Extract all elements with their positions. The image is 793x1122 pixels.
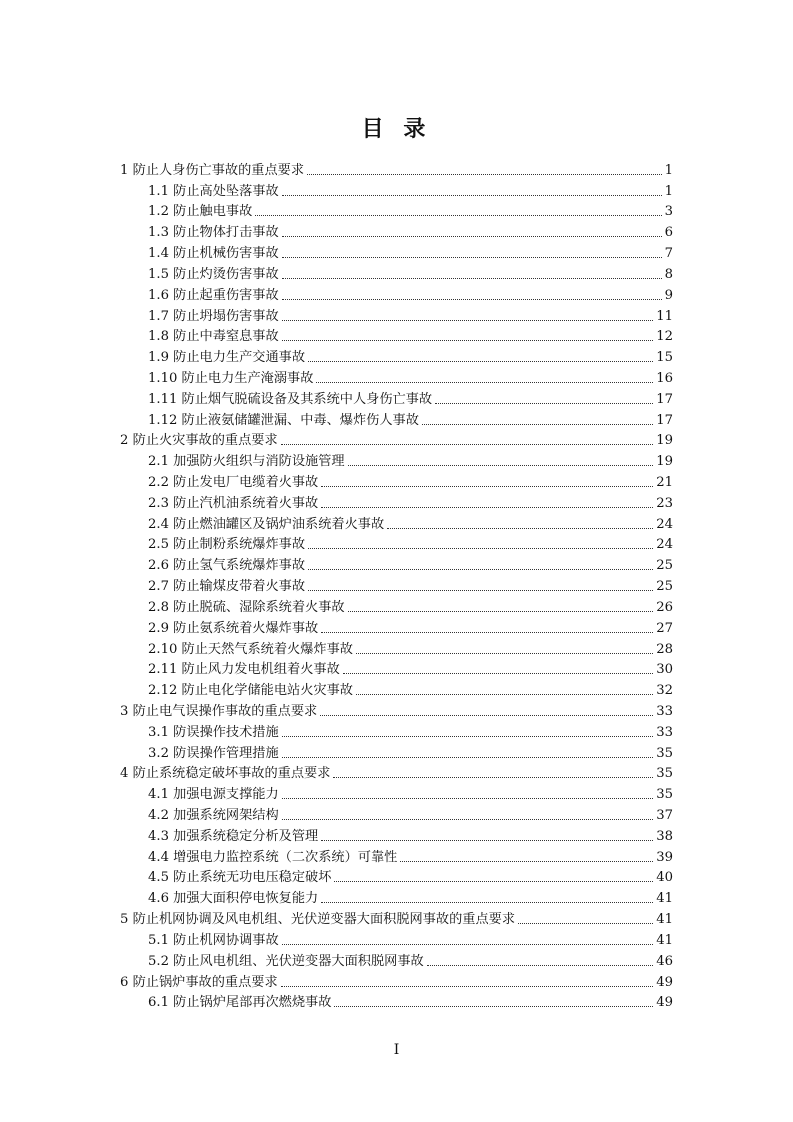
toc-entry-label: 1.3 防止物体打击事故: [148, 225, 279, 241]
dot-leader: [281, 444, 654, 445]
toc-entry-page: 15: [656, 350, 673, 366]
toc-subentry[interactable]: [120, 408, 673, 429]
toc-subentry[interactable]: [120, 470, 673, 491]
dot-leader: [282, 299, 662, 300]
toc-entry-page: 30: [656, 662, 673, 678]
toc-entry-label: 1.9 防止电力生产交通事故: [148, 350, 306, 366]
toc-entry-label: 6 防止锅炉事故的重点要求: [120, 974, 278, 990]
dot-leader: [282, 257, 662, 258]
toc-subentry[interactable]: [120, 262, 673, 283]
toc-entry-page: 19: [656, 454, 673, 470]
toc-subentry[interactable]: [120, 304, 673, 325]
toc-entry-label: 1.8 防止中毒窒息事故: [148, 329, 279, 345]
dot-leader: [282, 736, 654, 737]
toc-entry-page: 27: [656, 620, 673, 636]
toc-subentry[interactable]: [120, 595, 673, 616]
toc-subentry[interactable]: [120, 325, 673, 346]
toc-entry-label: 1.6 防止起重伤害事故: [148, 287, 279, 303]
toc-subentry[interactable]: [120, 512, 673, 533]
toc-entry-label: 2.3 防止汽机油系统着火事故: [148, 495, 319, 511]
toc-subentry[interactable]: [120, 366, 673, 387]
toc-entry-label: 2.6 防止氢气系统爆炸事故: [148, 558, 306, 574]
toc-entry-page: 33: [656, 703, 673, 719]
toc-entry-label: 6.1 防止锅炉尾部再次燃烧事故: [148, 995, 332, 1011]
toc-entry-label: 1.12 防止液氨储罐泄漏、中毒、爆炸伤人事故: [148, 412, 419, 428]
toc-entry-page: 41: [656, 912, 673, 928]
dot-leader: [387, 528, 653, 529]
dot-leader: [307, 174, 662, 175]
page-number: I: [393, 1042, 400, 1058]
toc-entry-label: 5.2 防止风电机组、光伏逆变器大面积脱网事故: [148, 953, 424, 969]
toc-entry-label: 1.5 防止灼烫伤害事故: [148, 266, 279, 282]
toc-subentry[interactable]: [120, 658, 673, 679]
toc-subentry[interactable]: [120, 533, 673, 554]
toc-subentry[interactable]: [120, 241, 673, 262]
toc-subentry[interactable]: [120, 741, 673, 762]
toc-entry-page: 41: [656, 932, 673, 948]
toc-entry[interactable]: [120, 907, 673, 928]
dot-leader: [281, 986, 654, 987]
toc-entry[interactable]: [120, 762, 673, 783]
toc-subentry[interactable]: [120, 387, 673, 408]
toc-entry-page: 24: [656, 537, 673, 553]
toc-subentry[interactable]: [120, 824, 673, 845]
toc-subentry[interactable]: [120, 845, 673, 866]
dot-leader: [282, 819, 654, 820]
toc-entry-label: 5 防止机网协调及风电机组、光伏逆变器大面积脱网事故的重点要求: [120, 912, 516, 928]
dot-leader: [422, 424, 653, 425]
toc-entry-page: 8: [664, 266, 673, 282]
toc-entry[interactable]: [120, 158, 673, 179]
dot-leader: [348, 465, 654, 466]
dot-leader: [308, 548, 653, 549]
dot-leader: [282, 195, 662, 196]
toc-entry-label: 1.11 防止烟气脱硫设备及其系统中人身伤亡事故: [148, 391, 433, 407]
dot-leader: [321, 632, 653, 633]
toc-entry-page: 11: [656, 308, 673, 324]
toc-entry-label: 1.4 防止机械伤害事故: [148, 246, 279, 262]
dot-leader: [427, 965, 653, 966]
toc-subentry[interactable]: [120, 991, 673, 1012]
toc-subentry[interactable]: [120, 866, 673, 887]
toc-entry-page: 12: [656, 329, 673, 345]
toc-entry-page: 25: [656, 558, 673, 574]
dot-leader: [518, 923, 653, 924]
toc-subentry[interactable]: [120, 220, 673, 241]
toc-entry-page: 26: [656, 599, 673, 615]
toc-subentry[interactable]: [120, 637, 673, 658]
toc-entry-page: 3: [664, 204, 673, 220]
toc-subentry[interactable]: [120, 678, 673, 699]
toc-subentry[interactable]: [120, 886, 673, 907]
toc-entry-page: 40: [656, 870, 673, 886]
toc-entry-page: 38: [656, 828, 673, 844]
toc-entry-label: 4 防止系统稳定破坏事故的重点要求: [120, 766, 331, 782]
toc-entry-label: 1.2 防止触电事故: [148, 204, 253, 220]
toc-entry-page: 19: [656, 433, 673, 449]
dot-leader: [334, 1006, 653, 1007]
toc-entry-page: 35: [656, 766, 673, 782]
toc-entry-page: 41: [656, 891, 673, 907]
toc-entry-page: 39: [656, 849, 673, 865]
toc-subentry[interactable]: [120, 283, 673, 304]
toc-entry-label: 4.5 防止系统无功电压稳定破坏: [148, 870, 332, 886]
toc-entry-page: 24: [656, 516, 673, 532]
dot-leader: [348, 611, 654, 612]
toc-entry[interactable]: [120, 970, 673, 991]
toc-entry-label: 1.10 防止电力生产淹溺事故: [148, 370, 314, 386]
toc-entry-page: 23: [656, 495, 673, 511]
dot-leader: [320, 715, 653, 716]
toc-subentry[interactable]: [120, 449, 673, 470]
toc-title: 目 录: [361, 116, 432, 142]
toc-entry-page: 17: [656, 391, 673, 407]
toc-subentry[interactable]: [120, 179, 673, 200]
toc-entry-label: 2.2 防止发电厂电缆着火事故: [148, 475, 319, 490]
toc-entry-label: 3.2 防误操作管理措施: [148, 745, 279, 761]
dot-leader: [282, 340, 654, 341]
toc-entry-page: 49: [656, 995, 673, 1011]
toc-entry-label: 4.6 加强大面积停电恢复能力: [148, 891, 319, 907]
toc-subentry[interactable]: [120, 949, 673, 970]
toc-subentry[interactable]: [120, 720, 673, 741]
toc-entry-label: 2.12 防止电化学储能电站火灾事故: [148, 683, 353, 699]
toc-entry-label: 5.1 防止机网协调事故: [148, 932, 279, 948]
toc-entry-page: 49: [656, 974, 673, 990]
toc-entry-page: 35: [656, 745, 673, 761]
dot-leader: [308, 590, 653, 591]
toc-entry-page: 6: [664, 225, 673, 241]
table-of-contents: [120, 158, 673, 1011]
dot-leader: [321, 507, 653, 508]
toc-entry-label: 2.7 防止输煤皮带着火事故: [148, 579, 306, 595]
dot-leader: [282, 798, 654, 799]
toc-entry[interactable]: [120, 699, 673, 720]
toc-subentry[interactable]: [120, 200, 673, 221]
toc-entry-label: 3 防止电气误操作事故的重点要求: [120, 703, 318, 719]
toc-entry-page: 25: [656, 579, 673, 595]
toc-entry-page: 28: [656, 641, 673, 657]
dot-leader: [321, 486, 653, 487]
toc-entry-page: 17: [656, 412, 673, 428]
toc-entry-page: 33: [656, 724, 673, 740]
dot-leader: [343, 673, 653, 674]
toc-entry-page: 7: [664, 246, 673, 262]
dot-leader: [308, 361, 653, 362]
toc-entry-page: 32: [656, 683, 673, 699]
toc-entry-page: 37: [656, 808, 673, 823]
toc-subentry[interactable]: [120, 574, 673, 595]
toc-entry-label: 2.5 防止制粉系统爆炸事故: [148, 537, 306, 553]
toc-subentry[interactable]: [120, 553, 673, 574]
dot-leader: [356, 653, 653, 654]
toc-entry-label: 2.11 防止风力发电机组着火事故: [148, 662, 340, 678]
toc-entry-label: 4.3 加强系统稳定分析及管理: [148, 828, 319, 844]
dot-leader: [282, 278, 662, 279]
dot-leader: [356, 694, 653, 695]
toc-entry-label: 1 防止人身伤亡事故的重点要求: [120, 162, 305, 178]
toc-subentry[interactable]: [120, 928, 673, 949]
toc-entry-label: 4.4 增强电力监控系统（二次系统）可靠性: [148, 849, 398, 865]
dot-leader: [334, 881, 653, 882]
toc-entry[interactable]: [120, 429, 673, 450]
toc-entry-label: 2.4 防止燃油罐区及锅炉油系统着火事故: [148, 516, 385, 532]
toc-entry-label: 2.9 防止氨系统着火爆炸事故: [148, 620, 319, 636]
toc-entry-label: 1.1 防止高处坠落事故: [148, 183, 279, 199]
dot-leader: [255, 215, 661, 216]
dot-leader: [321, 840, 653, 841]
toc-entry-page: 9: [664, 287, 673, 303]
dot-leader: [282, 757, 654, 758]
dot-leader: [282, 320, 654, 321]
toc-subentry[interactable]: [120, 803, 673, 824]
toc-entry-label: 2.1 加强防火组织与消防设施管理: [148, 454, 345, 470]
dot-leader: [400, 861, 653, 862]
toc-subentry[interactable]: [120, 345, 673, 366]
dot-leader: [316, 382, 653, 383]
dot-leader: [333, 777, 653, 778]
toc-subentry[interactable]: [120, 616, 673, 637]
dot-leader: [435, 403, 653, 404]
dot-leader: [282, 236, 662, 237]
toc-entry-page: 1: [664, 183, 673, 199]
toc-entry-label: 1.7 防止坍塌伤害事故: [148, 308, 279, 324]
toc-entry-label: 2 防止火灾事故的重点要求: [120, 433, 278, 449]
toc-entry-page: 1: [664, 162, 673, 178]
toc-subentry[interactable]: [120, 491, 673, 512]
dot-leader: [321, 902, 653, 903]
toc-entry-label: 2.10 防止天然气系统着火爆炸事故: [148, 641, 353, 657]
toc-entry-label: 2.8 防止脱硫、湿除系统着火事故: [148, 599, 345, 615]
dot-leader: [308, 569, 653, 570]
toc-entry-page: 21: [656, 475, 673, 490]
dot-leader: [282, 944, 654, 945]
toc-entry-label: 4.1 加强电源支撑能力: [148, 787, 279, 803]
toc-entry-page: 46: [656, 953, 673, 969]
toc-entry-label: 3.1 防误操作技术措施: [148, 724, 279, 740]
toc-entry-page: 16: [656, 370, 673, 386]
toc-entry-page: 35: [656, 787, 673, 803]
toc-entry-label: 4.2 加强系统网架结构: [148, 808, 279, 823]
toc-subentry[interactable]: [120, 782, 673, 803]
